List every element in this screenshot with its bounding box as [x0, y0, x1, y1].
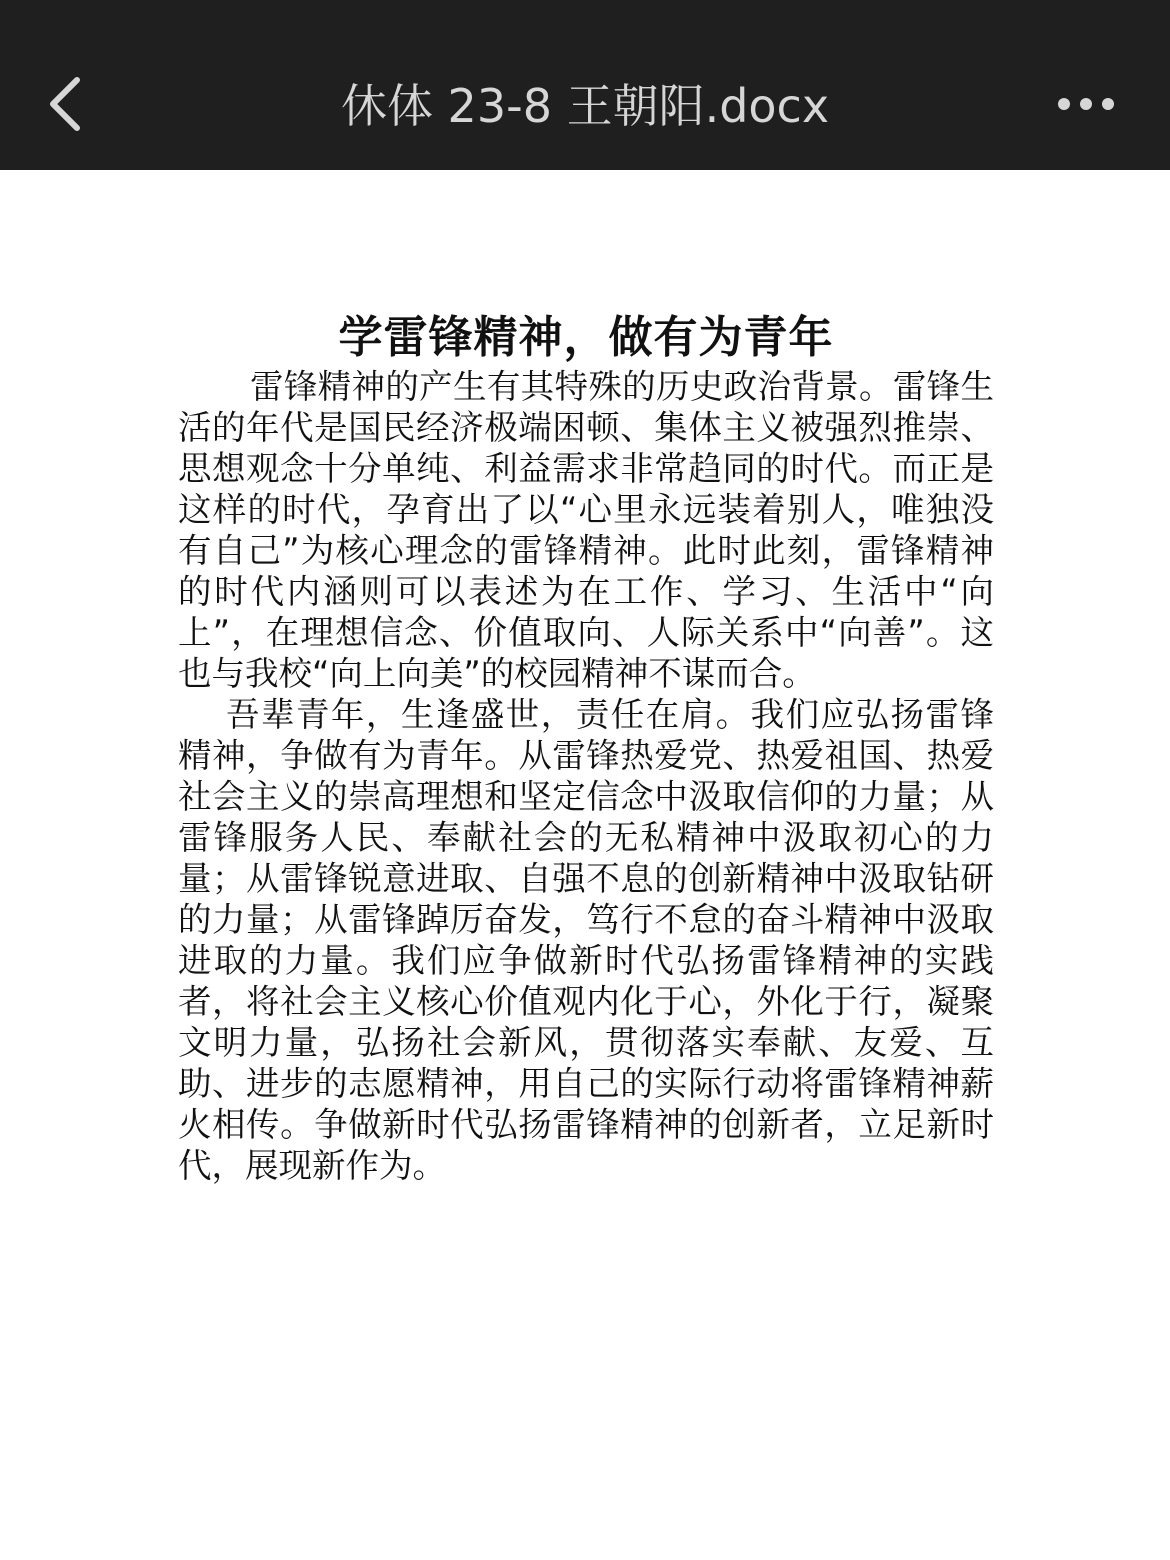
document-viewer	[0, 170, 1170, 1560]
document-title: 学雷锋精神，做有为青年	[338, 312, 834, 363]
navigation-bar	[0, 0, 1170, 170]
back-button[interactable]	[30, 66, 100, 142]
document-file-name: 休体 23-8 王朝阳.docx	[340, 79, 830, 133]
more-options-button[interactable]	[1046, 80, 1126, 128]
paragraph: 雷锋精神的产生有其特殊的历史政治背景。雷锋生活的年代是国民经济极端困顿、集体主义被强烈推崇、思想观念十分单纯、利益需求非常趋同的时代。而正是这样的时代，孕育出了以“心里永远装着别人，唯独没有自己”为核心理念的雷锋精神。此时此刻，雷锋精神的时代内涵则可以表述为在工作、学习、生活中“向上”，在理想信念、价值取向、人际关系中“向善”。这也与我校“向上向美”的校园精神不谋而合。	[178, 367, 994, 693]
chevron-left-icon	[45, 74, 85, 134]
paragraph: 吾辈青年，生逢盛世，责任在肩。我们应弘扬雷锋精神，争做有为青年。从雷锋热爱党、热爱祖国、热爱社会主义的崇高理想和坚定信念中汲取信仰的力量；从雷锋服务人民、奉献社会的无私精神中汲取初心的力量；从雷锋锐意进取、自强不息的创新精神中汲取钻研的力量；从雷锋踔厉奋发，笃行不怠的奋斗精神中汲取进取的力量。我们应争做新时代弘扬雷锋精神的实践者，将社会主义核心价值观内化于心，外化于行，凝聚文明力量，弘扬社会新风，贯彻落实奉献、友爱、互助、进步的志愿精神，用自己的实际行动将雷锋精神薪火相传。争做新时代弘扬雷锋精神的创新者，立足新时代，展现新作为。	[178, 695, 994, 1185]
document-content	[178, 310, 994, 1186]
more-horizontal-icon	[1056, 94, 1116, 114]
